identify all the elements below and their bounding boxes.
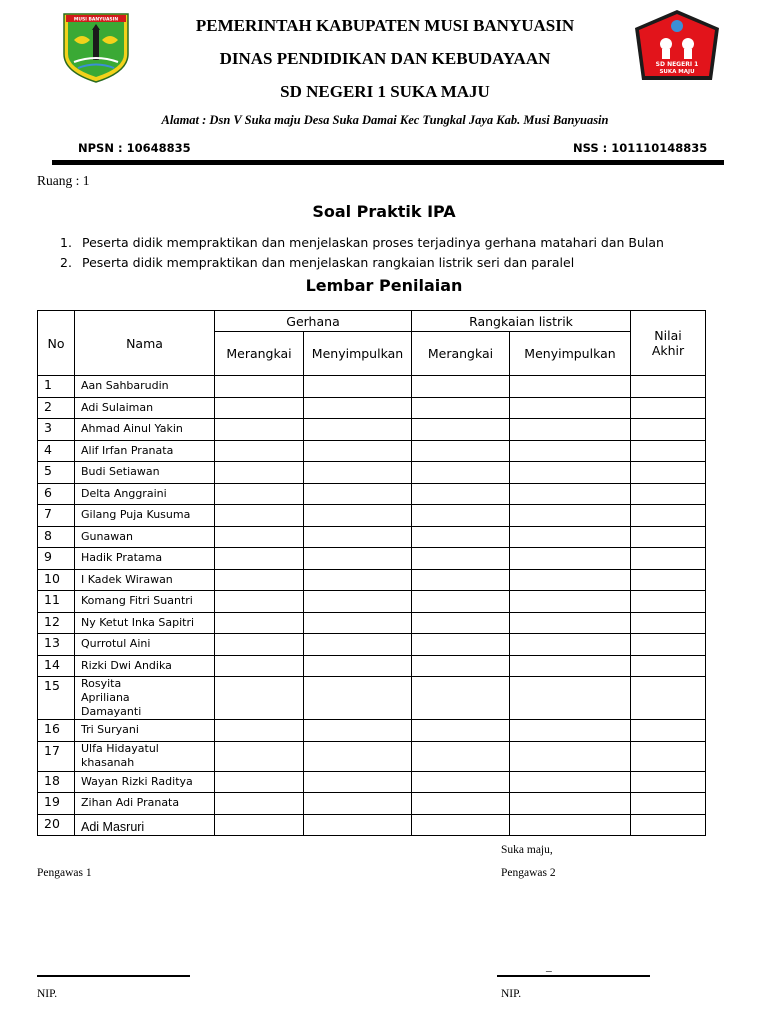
instruction-text: Peserta didik mempraktikan dan menjelaskan proses terjadinya gerhana matahari dan Bulan <box>82 235 664 250</box>
student-name: Adi Sulaiman <box>75 397 215 419</box>
table-row <box>38 720 706 742</box>
score-listrik-merangkai[interactable] <box>412 591 510 613</box>
score-gerhana-merangkai[interactable] <box>215 526 304 548</box>
table-row <box>38 634 706 656</box>
score-gerhana-merangkai[interactable] <box>215 440 304 462</box>
score-nilai-akhir[interactable] <box>631 591 706 613</box>
score-nilai-akhir[interactable] <box>631 612 706 634</box>
row-number: 17 <box>38 741 75 771</box>
instruction-text: Peserta didik mempraktikan dan menjelaskan rangkaian listrik seri dan paralel <box>82 255 575 270</box>
instruction-item <box>60 235 664 250</box>
table-row <box>38 548 706 570</box>
student-name: Alif Irfan Pranata <box>75 440 215 462</box>
score-listrik-menyimpulkan[interactable] <box>510 741 631 771</box>
score-gerhana-merangkai[interactable] <box>215 462 304 484</box>
row-number: 8 <box>38 526 75 548</box>
assessment-sheet-title: Lembar Penilaian <box>305 276 463 295</box>
letterhead-divider <box>52 160 724 165</box>
score-gerhana-menyimpulkan[interactable] <box>304 814 412 835</box>
score-gerhana-menyimpulkan[interactable] <box>304 569 412 591</box>
score-nilai-akhir[interactable] <box>631 677 706 720</box>
table-row <box>38 814 706 835</box>
left-logo-text: MUSI BANYUASIN <box>73 17 119 23</box>
score-listrik-merangkai[interactable] <box>412 505 510 527</box>
score-gerhana-menyimpulkan[interactable] <box>304 655 412 677</box>
score-gerhana-menyimpulkan[interactable] <box>304 397 412 419</box>
signature-right-line <box>497 975 650 977</box>
score-listrik-merangkai[interactable] <box>412 397 510 419</box>
score-gerhana-menyimpulkan[interactable] <box>304 462 412 484</box>
score-gerhana-merangkai[interactable] <box>215 634 304 656</box>
student-name: Qurrotul Aini <box>75 634 215 656</box>
student-name: Hadik Pratama <box>75 548 215 570</box>
signature-place-date: Suka maju, <box>501 844 553 856</box>
header-address: Alamat : Dsn V Suka maju Desa Suka Damai Kec Tungkal Jaya Kab. Musi Banyuasin <box>161 113 609 127</box>
score-nilai-akhir[interactable] <box>631 483 706 505</box>
row-number: 12 <box>38 612 75 634</box>
score-listrik-merangkai[interactable] <box>412 720 510 742</box>
score-listrik-merangkai[interactable] <box>412 771 510 793</box>
table-body <box>38 376 706 836</box>
signature-right-mark: _ <box>546 961 552 973</box>
score-listrik-merangkai[interactable] <box>412 793 510 815</box>
musi-banyuasin-logo <box>60 10 132 84</box>
instruction-number: 1. <box>60 235 72 250</box>
signature-left-nip: NIP. <box>37 988 58 1000</box>
score-nilai-akhir[interactable] <box>631 741 706 771</box>
score-listrik-menyimpulkan[interactable] <box>510 419 631 441</box>
score-listrik-merangkai[interactable] <box>412 569 510 591</box>
score-listrik-menyimpulkan[interactable] <box>510 720 631 742</box>
score-gerhana-menyimpulkan[interactable] <box>304 483 412 505</box>
student-name: Delta Anggraini <box>75 483 215 505</box>
score-gerhana-menyimpulkan[interactable] <box>304 612 412 634</box>
score-gerhana-menyimpulkan[interactable] <box>304 720 412 742</box>
nilai-label: Nilai <box>654 328 682 343</box>
score-nilai-akhir[interactable] <box>631 569 706 591</box>
header-npsn: NPSN : 10648835 <box>78 141 191 155</box>
row-number: 1 <box>38 376 75 398</box>
signature-left-line <box>37 975 190 977</box>
row-number: 9 <box>38 548 75 570</box>
row-number: 2 <box>38 397 75 419</box>
table-row <box>38 483 706 505</box>
student-name: Adi Masruri <box>75 814 215 835</box>
score-listrik-merangkai[interactable] <box>412 526 510 548</box>
row-number: 20 <box>38 814 75 835</box>
score-listrik-menyimpulkan[interactable] <box>510 677 631 720</box>
sd-negeri-1-suka-maju-logo <box>632 8 722 88</box>
score-listrik-merangkai[interactable] <box>412 677 510 720</box>
akhir-label: Akhir <box>651 343 685 358</box>
table-row <box>38 771 706 793</box>
table-row <box>38 526 706 548</box>
score-listrik-menyimpulkan[interactable] <box>510 397 631 419</box>
table-row <box>38 793 706 815</box>
score-listrik-menyimpulkan[interactable] <box>510 526 631 548</box>
table-row <box>38 612 706 634</box>
signature-right-title: Pengawas 2 <box>501 867 556 879</box>
row-number: 16 <box>38 720 75 742</box>
column-header-listrik-menyimpulkan: Menyimpulkan <box>510 332 631 376</box>
row-number: 6 <box>38 483 75 505</box>
student-name: Gilang Puja Kusuma <box>75 505 215 527</box>
row-number: 18 <box>38 771 75 793</box>
score-listrik-menyimpulkan[interactable] <box>510 612 631 634</box>
score-gerhana-menyimpulkan[interactable] <box>304 526 412 548</box>
score-nilai-akhir[interactable] <box>631 814 706 835</box>
row-number: 13 <box>38 634 75 656</box>
score-gerhana-merangkai[interactable] <box>215 612 304 634</box>
table-row <box>38 419 706 441</box>
table-row <box>38 505 706 527</box>
row-number: 3 <box>38 419 75 441</box>
table-row <box>38 655 706 677</box>
score-gerhana-merangkai[interactable] <box>215 483 304 505</box>
score-gerhana-menyimpulkan[interactable] <box>304 376 412 398</box>
student-name: Budi Setiawan <box>75 462 215 484</box>
row-number: 10 <box>38 569 75 591</box>
score-nilai-akhir[interactable] <box>631 771 706 793</box>
table-row <box>38 440 706 462</box>
table-row <box>38 376 706 398</box>
table-row <box>38 462 706 484</box>
score-listrik-merangkai[interactable] <box>412 440 510 462</box>
table-row <box>38 569 706 591</box>
column-header-gerhana: Gerhana <box>215 311 412 332</box>
score-listrik-merangkai[interactable] <box>412 634 510 656</box>
table-row <box>38 741 706 771</box>
header-school-name: SD NEGERI 1 SUKA MAJU <box>280 82 490 101</box>
student-name: I Kadek Wirawan <box>75 569 215 591</box>
score-listrik-menyimpulkan[interactable] <box>510 569 631 591</box>
score-nilai-akhir[interactable] <box>631 548 706 570</box>
column-header-rangkaian-listrik: Rangkaian listrik <box>412 311 631 332</box>
score-listrik-menyimpulkan[interactable] <box>510 814 631 835</box>
score-nilai-akhir[interactable] <box>631 440 706 462</box>
score-gerhana-merangkai[interactable] <box>215 591 304 613</box>
score-listrik-menyimpulkan[interactable] <box>510 548 631 570</box>
row-number: 4 <box>38 440 75 462</box>
student-name: Gunawan <box>75 526 215 548</box>
score-gerhana-merangkai[interactable] <box>215 720 304 742</box>
score-gerhana-merangkai[interactable] <box>215 548 304 570</box>
column-header-nilai-akhir <box>631 311 706 376</box>
score-listrik-merangkai[interactable] <box>412 655 510 677</box>
header-government-line: PEMERINTAH KABUPATEN MUSI BANYUASIN <box>195 16 575 35</box>
score-listrik-menyimpulkan[interactable] <box>510 655 631 677</box>
row-number: 5 <box>38 462 75 484</box>
score-gerhana-merangkai[interactable] <box>215 655 304 677</box>
column-header-no: No <box>38 311 75 376</box>
assessment-table <box>37 310 706 836</box>
score-nilai-akhir[interactable] <box>631 526 706 548</box>
column-header-gerhana-menyimpulkan: Menyimpulkan <box>304 332 412 376</box>
student-name: Rizki Dwi Andika <box>75 655 215 677</box>
student-name: Komang Fitri Suantri <box>75 591 215 613</box>
score-gerhana-merangkai[interactable] <box>215 569 304 591</box>
score-gerhana-menyimpulkan[interactable] <box>304 505 412 527</box>
score-nilai-akhir[interactable] <box>631 462 706 484</box>
score-listrik-merangkai[interactable] <box>412 419 510 441</box>
score-listrik-merangkai[interactable] <box>412 462 510 484</box>
student-name: Aan Sahbarudin <box>75 376 215 398</box>
row-number: 19 <box>38 793 75 815</box>
column-header-gerhana-merangkai: Merangkai <box>215 332 304 376</box>
score-gerhana-menyimpulkan[interactable] <box>304 440 412 462</box>
score-listrik-merangkai[interactable] <box>412 612 510 634</box>
column-header-listrik-merangkai: Merangkai <box>412 332 510 376</box>
score-nilai-akhir[interactable] <box>631 793 706 815</box>
table-row <box>38 397 706 419</box>
score-gerhana-menyimpulkan[interactable] <box>304 793 412 815</box>
score-listrik-merangkai[interactable] <box>412 814 510 835</box>
score-listrik-merangkai[interactable] <box>412 376 510 398</box>
signature-right-nip: NIP. <box>501 988 522 1000</box>
student-name: Ahmad Ainul Yakin <box>75 419 215 441</box>
score-nilai-akhir[interactable] <box>631 376 706 398</box>
student-name: Ny Ketut Inka Sapitri <box>75 612 215 634</box>
student-name: Ulfa Hidayatul khasanah <box>75 741 215 771</box>
row-number: 11 <box>38 591 75 613</box>
score-listrik-menyimpulkan[interactable] <box>510 771 631 793</box>
score-listrik-menyimpulkan[interactable] <box>510 634 631 656</box>
score-listrik-menyimpulkan[interactable] <box>510 793 631 815</box>
table-row <box>38 591 706 613</box>
score-listrik-merangkai[interactable] <box>412 548 510 570</box>
score-listrik-merangkai[interactable] <box>412 483 510 505</box>
instruction-item <box>60 255 574 270</box>
score-gerhana-merangkai[interactable] <box>215 771 304 793</box>
room-label: Ruang : 1 <box>37 173 90 188</box>
header-nss: NSS : 101110148835 <box>573 141 708 155</box>
score-gerhana-merangkai[interactable] <box>215 419 304 441</box>
score-gerhana-menyimpulkan[interactable] <box>304 634 412 656</box>
right-logo-text-1: SD NEGERI 1 <box>655 61 699 68</box>
score-gerhana-merangkai[interactable] <box>215 397 304 419</box>
score-gerhana-menyimpulkan[interactable] <box>304 741 412 771</box>
student-name: Tri Suryani <box>75 720 215 742</box>
score-gerhana-menyimpulkan[interactable] <box>304 591 412 613</box>
score-listrik-menyimpulkan[interactable] <box>510 376 631 398</box>
row-number: 7 <box>38 505 75 527</box>
row-number: 14 <box>38 655 75 677</box>
score-listrik-menyimpulkan[interactable] <box>510 462 631 484</box>
student-name: Zihan Adi Pranata <box>75 793 215 815</box>
instruction-number: 2. <box>60 255 72 270</box>
score-gerhana-merangkai[interactable] <box>215 505 304 527</box>
score-nilai-akhir[interactable] <box>631 655 706 677</box>
student-name: Wayan Rizki Raditya <box>75 771 215 793</box>
signature-left-title: Pengawas 1 <box>37 867 92 879</box>
header-department-line: DINAS PENDIDIKAN DAN KEBUDAYAAN <box>219 49 551 68</box>
page-title: Soal Praktik IPA <box>312 202 456 221</box>
score-listrik-merangkai[interactable] <box>412 741 510 771</box>
score-gerhana-merangkai[interactable] <box>215 376 304 398</box>
score-gerhana-merangkai[interactable] <box>215 814 304 835</box>
score-nilai-akhir[interactable] <box>631 397 706 419</box>
student-name: Rosyita Apriliana Damayanti <box>75 677 215 720</box>
score-nilai-akhir[interactable] <box>631 634 706 656</box>
score-nilai-akhir[interactable] <box>631 505 706 527</box>
score-gerhana-merangkai[interactable] <box>215 677 304 720</box>
score-gerhana-merangkai[interactable] <box>215 793 304 815</box>
score-listrik-menyimpulkan[interactable] <box>510 440 631 462</box>
score-gerhana-merangkai[interactable] <box>215 741 304 771</box>
score-gerhana-menyimpulkan[interactable] <box>304 419 412 441</box>
score-listrik-menyimpulkan[interactable] <box>510 483 631 505</box>
right-logo-text-2: SUKA MAJU <box>659 69 695 75</box>
score-nilai-akhir[interactable] <box>631 419 706 441</box>
score-gerhana-menyimpulkan[interactable] <box>304 771 412 793</box>
column-header-nama: Nama <box>75 311 215 376</box>
table-row <box>38 677 706 720</box>
score-gerhana-menyimpulkan[interactable] <box>304 677 412 720</box>
score-gerhana-menyimpulkan[interactable] <box>304 548 412 570</box>
score-listrik-menyimpulkan[interactable] <box>510 505 631 527</box>
row-number: 15 <box>38 677 75 720</box>
score-listrik-menyimpulkan[interactable] <box>510 591 631 613</box>
score-nilai-akhir[interactable] <box>631 720 706 742</box>
